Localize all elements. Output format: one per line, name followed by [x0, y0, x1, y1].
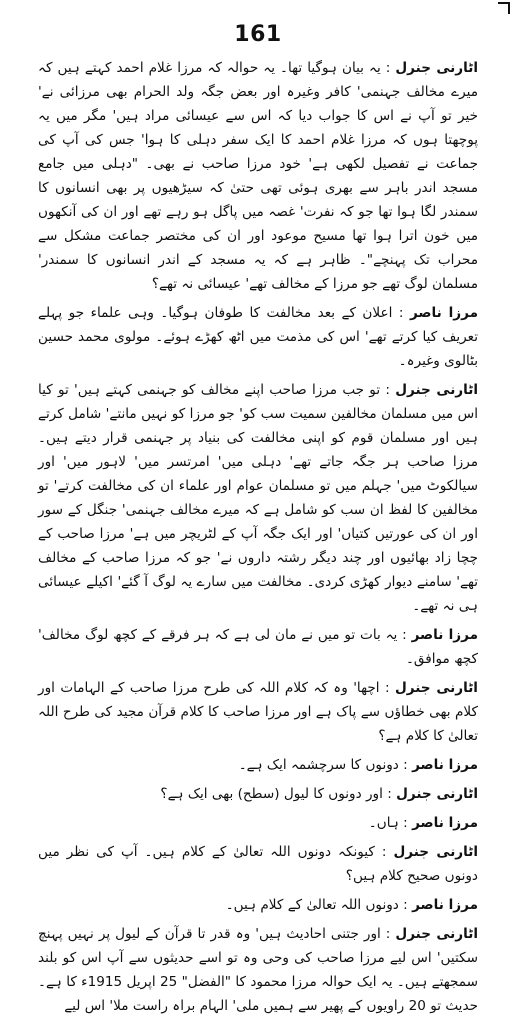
speaker-name: اٹارنی جنرل : [375, 844, 478, 860]
paragraph [38, 623, 478, 671]
paragraph-text: اور جتنی احادیث ہیں' وہ قدر تا قرآن کے لیول پر نہیں پہنچ سکتیں' اس لیے مرزا صاحب کی وحی وہ تو اسے حدیثوں سے آپ اس کو بلند سمجھتے ہیں۔ یہ ایک حوالہ مرزا محمود کا "الفضل" 25 اپریل 1915ء کا ہے۔ حدیث تو 20 راویوں کے پھیر سے ہمیں ملی' الہام براہ راست ملا' اس لیے [38, 926, 479, 1014]
page-corner-mark [498, 2, 510, 14]
paragraph-text: اور دونوں کا لیول (سطح) بھی ایک ہے؟ [160, 786, 383, 802]
paragraph [38, 378, 478, 618]
paragraph-text: دونوں اللہ تعالیٰ کے کلام ہیں۔ [225, 897, 399, 913]
page-body [38, 56, 478, 1023]
speaker-name: مرزا ناصر : [399, 815, 478, 831]
paragraph [38, 782, 478, 806]
speaker-name: اٹارنی جنرل : [383, 786, 478, 802]
paragraph [38, 56, 478, 296]
paragraph [38, 922, 478, 1018]
speaker-name: مرزا ناصر : [399, 757, 478, 773]
paragraph [38, 811, 478, 835]
speaker-name: مرزا ناصر : [399, 897, 478, 913]
paragraph-text: دونوں کا سرچشمہ ایک ہے۔ [238, 757, 399, 773]
paragraph-text: ہاں۔ [368, 815, 399, 831]
paragraph-text: یہ بات تو میں نے مان لی ہے کہ ہر فرقے کے کچھ لوگ مخالف' کچھ موافق۔ [38, 627, 478, 667]
speaker-name: اٹارنی جنرل : [380, 680, 478, 696]
speaker-name: مرزا ناصر : [397, 627, 478, 643]
speaker-name: اٹارنی جنرل : [380, 382, 478, 398]
paragraph-text: تو جب مرزا صاحب اپنے مخالف کو جہنمی کہتے ہیں' تو کیا اس میں مسلمان مخالفین سمیت سب کو' جو مرزا کو نہیں مانتے' شامل کرتے ہیں اور مسلمان قوم کو اپنی مخالفت کی بنیاد پر جہنمی قرار دیتے ہیں۔ مرزا صاحب ہر جگہ جاتے تھے' دہلی میں' امرتسر میں' لاہور میں' اور سیالکوٹ میں' جہلم میں تو مسلمان عوام اور علماء ان کی مخالفت کرتے' تو مخالفین کا لفظ ان سب کو شامل ہے کہ میرے مخالف جہنمی' جنگل کے سور اور ان کی عورتیں کتیاں' اور ایک جگہ آپ کے لٹریچر میں ہے' مرزا صاحب کے چچا زاد بھائیوں اور چند دیگر رشتہ داروں نے' جو کہ مرزا صاحب کے مخالف تھے' سامنے دیوار کھڑی کردی۔ مخالفت میں سارے یہ لوگ آ گئے' اکیلے عیسائی ہی نہ تھے۔ [38, 382, 478, 614]
paragraph-text: اچھا' وہ کہ کلام اللہ کی طرح مرزا صاحب کے الہامات اور کلام بھی خطاؤں سے پاک ہے اور مرزا صاحب کا کلام قرآن مجید کی طرح اللہ تعالیٰ کا کلام ہے؟ [38, 680, 478, 744]
paragraph [38, 893, 478, 917]
paragraph-text: اعلان کے بعد مخالفت کا طوفان ہوگیا۔ وہی علماء جو پہلے تعریف کیا کرتے تھے' اس کی مذمت میں اٹھ کھڑے ہوئے۔ مولوی محمد حسین بٹالوی وغیرہ۔ [38, 305, 478, 369]
paragraph [38, 301, 478, 373]
paragraph [38, 753, 478, 777]
speaker-name: اٹارنی جنرل : [381, 60, 478, 76]
page-number: 161 [234, 22, 282, 47]
speaker-name: مرزا ناصر : [392, 305, 478, 321]
paragraph [38, 676, 478, 748]
speaker-name: اٹارنی جنرل : [381, 926, 478, 942]
paragraph-text: کیونکہ دونوں اللہ تعالیٰ کے کلام ہیں۔ آپ کی نظر میں دونوں صحیح کلام ہیں؟ [38, 844, 478, 884]
paragraph-text: یہ بیان ہوگیا تھا۔ یہ حوالہ کہ مرزا غلام احمد کہتے ہیں کہ میرے مخالف جہنمی' کافر وغیرہ اور بعض جگہ ولد الحرام بھی مرزائی نے' خیر تو آپ نے اس کا جواب دیا کہ اس سے عیسائی مراد ہیں' مگر میں یہ پوچھتا ہوں کہ مرزا غلام احمد کا ایک سفر دہلی کا ہوا' جس کی آپ کی جماعت نے تفصیل لکھی ہے' خود مرزا صاحب نے بھی۔ "دہلی میں جامع مسجد اندر باہر سے بھری ہوئی تھی حتیٰ کہ سیڑھیوں پر بھی انسانوں کا سمندر لگا ہوا تھا جو کہ نفرت' غصہ میں پاگل ہو رہے تھے اور ان کی آنکھوں میں خون اترا ہوا تھا مسیح موعود اور ان کی مختصر جماعت مشکل سے محراب تک پہنچے"۔ ظاہر ہے کہ یہ مسجد کے اندر انسانوں کا سمندر' مسلمان لوگ تھے جو مرزا کے مخالف تھے' عیسائی نہ تھے؟ [38, 60, 478, 292]
